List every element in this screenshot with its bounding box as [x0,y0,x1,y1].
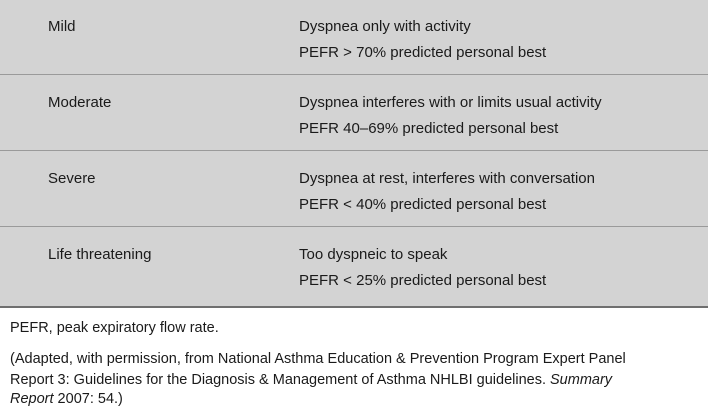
pefr-criterion: PEFR < 40% predicted personal best [299,196,547,213]
pefr-criterion: PEFR 40–69% predicted personal best [299,120,559,137]
pefr-criterion: PEFR < 25% predicted personal best [299,272,547,289]
table-row-moderate [0,76,708,151]
table-bottom-rule [0,306,708,308]
symptom-description: Too dyspneic to speak [299,246,448,263]
source-note-line-1: (Adapted, with permission, from National Asthma Education & Prevention Program Expert Panel [10,351,626,367]
table-row-severe [0,152,708,227]
source-note-italic: Summary [550,372,613,388]
pefr-criterion: PEFR > 70% predicted personal best [299,44,547,61]
severity-level: Severe [48,170,96,187]
source-note-text: 2007: 54.) [53,391,123,407]
source-note-line-2 [10,370,612,390]
source-note-italic: Report [10,391,54,407]
abbreviation-footnote: PEFR, peak expiratory flow rate. [10,320,219,336]
severity-level: Moderate [48,94,112,111]
severity-level: Mild [48,18,76,35]
symptom-description: Dyspnea only with activity [299,18,471,35]
source-note-text: Report 3: Guidelines for the Diagnosis & Management of Asthma NHLBI guidelines. [10,372,551,388]
table-row-mild [0,0,708,75]
symptom-description: Dyspnea interferes with or limits usual activity [299,94,602,111]
table-row-life-threatening [0,228,708,303]
severity-level: Life threatening [48,246,152,263]
symptom-description: Dyspnea at rest, interferes with conversation [299,170,595,187]
source-note-line-3 [10,389,123,409]
